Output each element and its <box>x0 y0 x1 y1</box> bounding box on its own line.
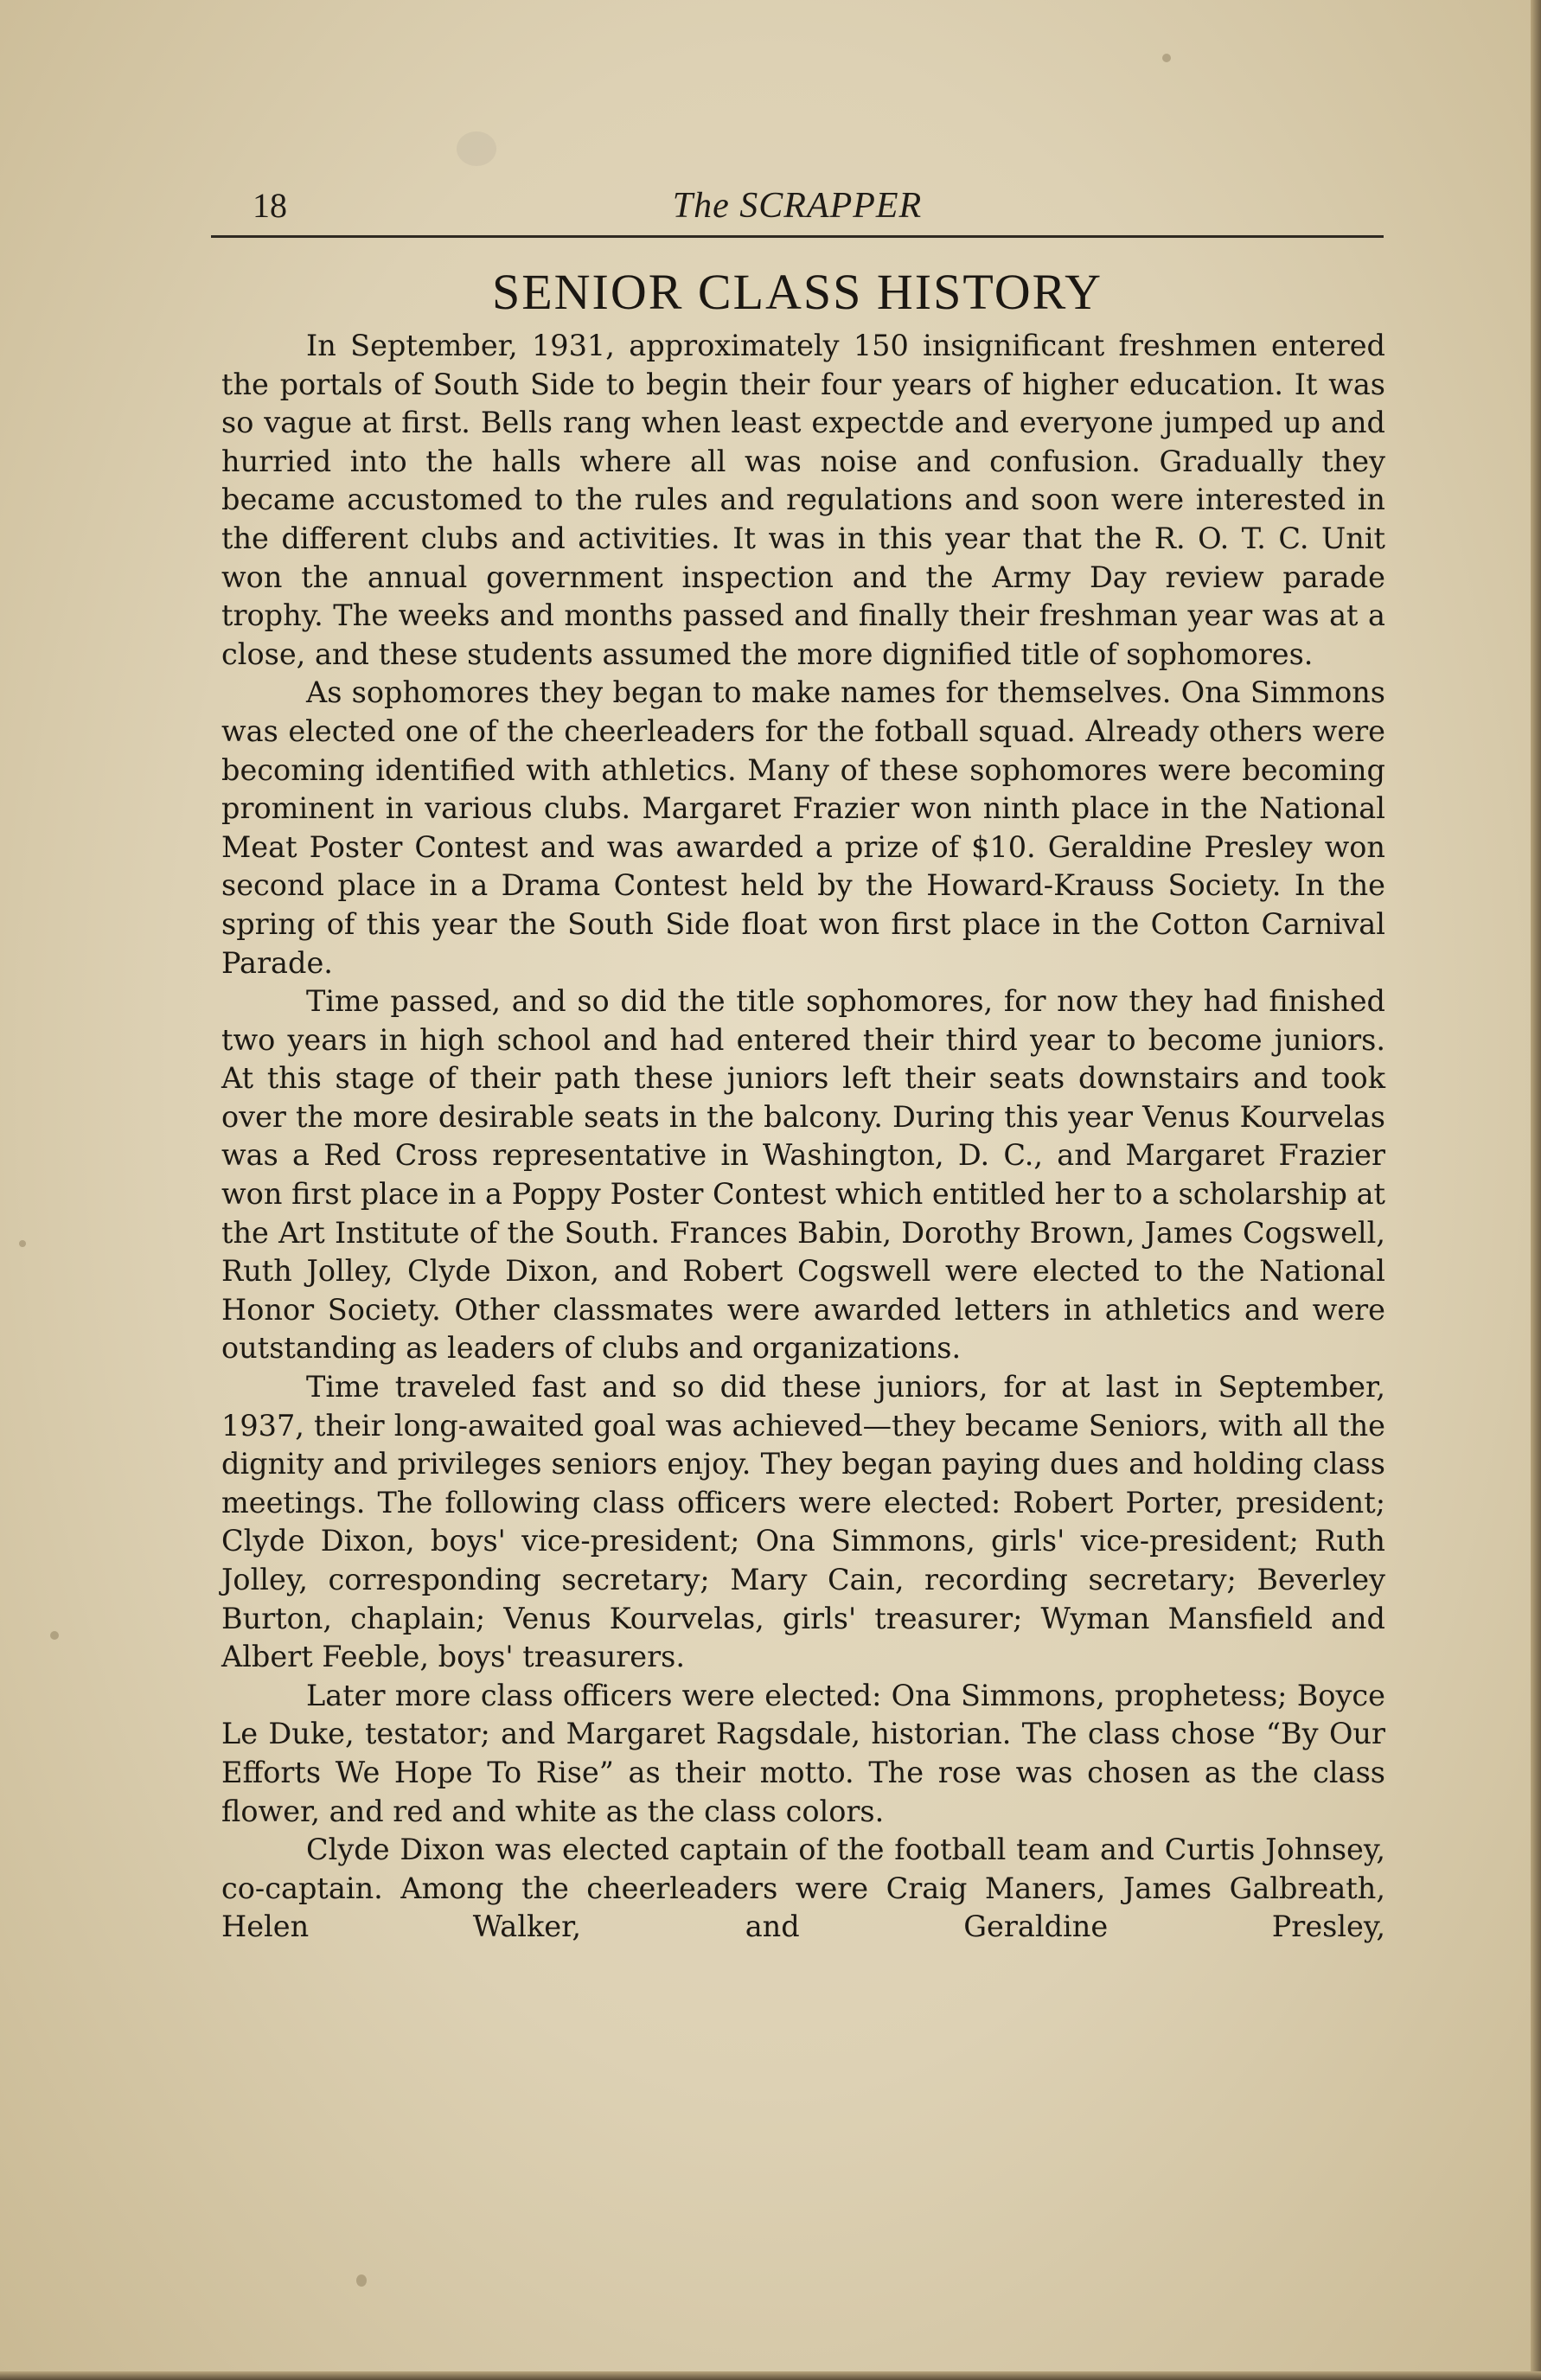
paper-speck <box>50 1631 59 1640</box>
running-header <box>211 182 1384 238</box>
paragraph-sophomore-year: As sophomores they began to make names for themselves. Ona Simmons was elected one of the cheerleaders for the fotball squad. Already others were becoming identified with athletics. Many of these sophomores were becoming prominent in various clubs. Margaret Frazier won ninth place in the National Meat Poster Contest and was awarded a prize of $10. Geraldine Presley won second place in a Drama Contest held by the Howard-Krauss Society. In the spring of this year the South Side float won first place in the Cotton Carnival Parade. <box>221 675 1385 980</box>
paper-speck <box>457 131 496 166</box>
page-edge-right <box>1531 0 1541 2380</box>
paragraph-senior-year: Time traveled fast and so did these juniors, for at last in September, 1937, their long-awaited goal was achieved—they became Seniors, with all the dignity and privileges seniors enjoy. They began paying dues and holding class meetings. The following class officers were elected: Robert Porter, president; Clyde Dixon, boys' vice-president; Ona Simmons, girls' vice-president; Ruth Jolley, corresponding secretary; Mary Cain, recording secretary; Beverley Burton, chaplain; Venus Kourvelas, girls' treasurer; Wyman Mansfield and Albert Feeble, boys' treasurers. <box>221 1370 1385 1674</box>
article-title: SENIOR CLASS HISTORY <box>491 264 1103 320</box>
paper-speck <box>356 2274 367 2287</box>
paragraph-freshman-year: In September, 1931, approximately 150 insignificant freshmen entered the portals of South Side to begin their four years of higher education. It was so vague at first. Bells rang when least expectde and everyone jumped up and hurried into the halls where all was noise and confusion. Gradually they became accustomed to the rules and regulations and soon were interested in the different clubs and activities. It was in this year that the R. O. T. C. Unit won the annual government inspection and the Army Day review parade trophy. The weeks and months passed and finally their freshman year was at a close, and these students assumed the more dignified title of sophomores. <box>221 329 1385 671</box>
page-edge-bottom <box>0 2371 1541 2380</box>
paragraph-class-officers: Later more class officers were elected: Ona Simmons, prophetess; Boyce Le Duke, testator; and Margaret Ragsdale, historian. The class chose “By Our Efforts We Hope To Rise” as their motto. The rose was chosen as the class flower, and red and white as the class colors. <box>221 1678 1385 1828</box>
paragraph-junior-year: Time passed, and so did the title sophomores, for now they had finished two years in high school and had entered their third year to become juniors. At this stage of their path these juniors left their seats downstairs and took over the more desirable seats in the balcony. During this year Venus Kourvelas was a Red Cross representative in Washington, D. C., and Margaret Frazier won first place in a Poppy Poster Contest which entitled her to a scholarship at the Art Institute of the South. Frances Babin, Dorothy Brown, James Cogswell, Ruth Jolley, Clyde Dixon, and Robert Cogswell were elected to the National Honor Society. Other classmates were awarded letters in athletics and were outstanding as leaders of clubs and organizations. <box>221 984 1385 1366</box>
page-number: 18 <box>253 186 287 225</box>
article-body <box>221 327 1385 1947</box>
paragraph-athletics: Clyde Dixon was elected captain of the football team and Curtis Johnsey, co-captain. Among the cheerleaders were Craig Maners, James Galbreath, Helen Walker, and Geraldine Presley, <box>221 1833 1385 1944</box>
paper-speck <box>1162 54 1171 62</box>
paper-speck <box>19 1240 26 1247</box>
journal-title: The SCRAPPER <box>672 186 923 226</box>
